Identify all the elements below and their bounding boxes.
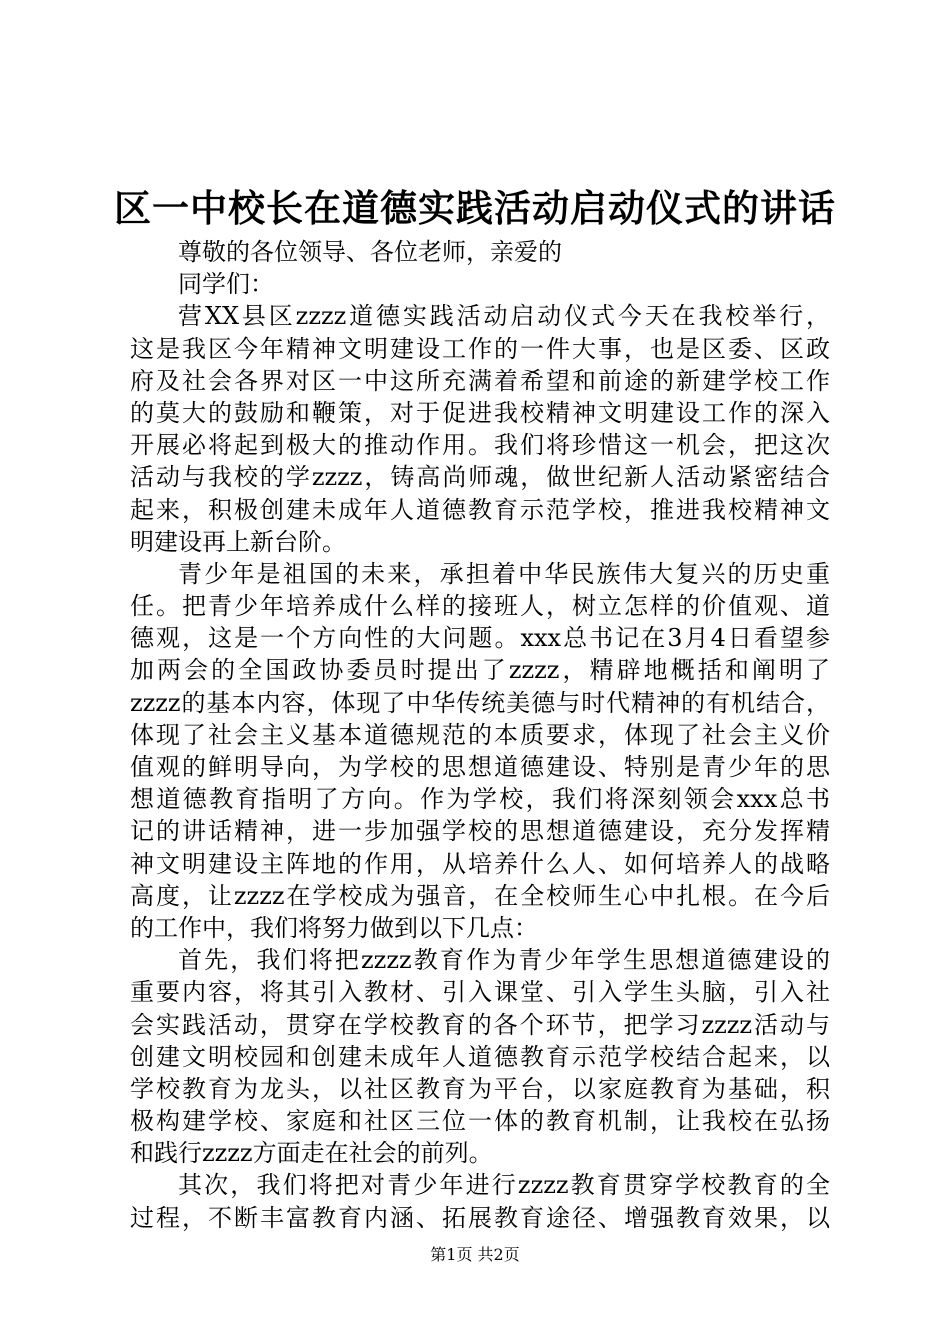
text-line: 德观，这是一个方向性的大问题。xxx总书记在3月4日看望参 [130,624,830,653]
text-line: 过程，不断丰富教育内涵、拓展教育途径、增强教育效果，以 [130,1203,830,1232]
text-line: 值观的鲜明导向，为学校的思想道德建设、特别是青少年的思 [130,753,830,781]
text-line: 加两会的全国政协委员时提出了zzzz，精辟地概括和阐明了 [130,656,830,685]
text-line: 体现了社会主义基本道德规范的本质要求，体现了社会主义价 [130,720,830,749]
text-line: 的莫大的鼓励和鞭策，对于促进我校精神文明建设工作的深入 [130,398,830,427]
text-line: 明建设再上新台阶。 [130,527,346,556]
page-number-footer: 第1页 共2页 [430,1245,520,1264]
text-line: 想道德教育指明了方向。作为学校，我们将深刻领会xxx总书 [130,785,830,814]
text-line: 记的讲话精神，进一步加强学校的思想道德建设，充分发挥精 [130,817,830,846]
text-line: 首先，我们将把zzzz教育作为青少年学生思想道德建设的 [178,946,830,975]
text-line: 这是我区今年精神文明建设工作的一件大事，也是区委、区政 [130,334,830,363]
text-line: 活动与我校的学zzzz，铸高尚师魂，做世纪新人活动紧密结合 [130,463,830,492]
text-line: 同学们： [178,270,274,299]
text-line: 起来，积极创建未成年人道德教育示范学校，推进我校精神文 [130,495,830,524]
text-line: 会实践活动，贯穿在学校教育的各个环节，把学习zzzz活动与 [130,1010,830,1039]
document-title: 区一中校长在道德实践活动启动仪式的讲话 [114,187,836,230]
text-line: 青少年是祖国的未来，承担着中华民族伟大复兴的历史重 [178,559,830,588]
text-line: 营XX县区zzzz道德实践活动启动仪式今天在我校举行， [178,302,830,331]
text-line: 尊敬的各位领导、各位老师，亲爱的 [178,238,562,266]
text-line: 开展必将起到极大的推动作用。我们将珍惜这一机会，把这次 [130,431,830,460]
text-line: 任。把青少年培养成什么样的接班人，树立怎样的价值观、道 [130,592,830,621]
text-line: 重要内容，将其引入教材、引入课堂、引入学生头脑，引入社 [130,978,830,1007]
document-body [130,236,830,1234]
text-line: zzzz的基本内容，体现了中华传统美德与时代精神的有机结合， [130,688,830,717]
text-line: 和践行zzzz方面走在社会的前列。 [130,1139,493,1168]
text-line: 学校教育为龙头，以社区教育为平台，以家庭教育为基础，积 [130,1074,830,1103]
text-line: 高度，让zzzz在学校成为强音，在全校师生心中扎根。在今后 [130,881,830,910]
text-line: 极构建学校、家庭和社区三位一体的教育机制，让我校在弘扬 [130,1107,830,1136]
text-line: 其次，我们将把对青少年进行zzzz教育贯穿学校教育的全 [178,1171,830,1200]
text-line: 府及社会各界对区一中这所充满着希望和前途的新建学校工作 [130,366,830,395]
text-line: 神文明建设主阵地的作用，从培养什么人、如何培养人的战略 [130,849,830,878]
text-line: 的工作中，我们将努力做到以下几点： [130,913,538,942]
text-line: 创建文明校园和创建未成年人道德教育示范学校结合起来，以 [130,1042,830,1071]
